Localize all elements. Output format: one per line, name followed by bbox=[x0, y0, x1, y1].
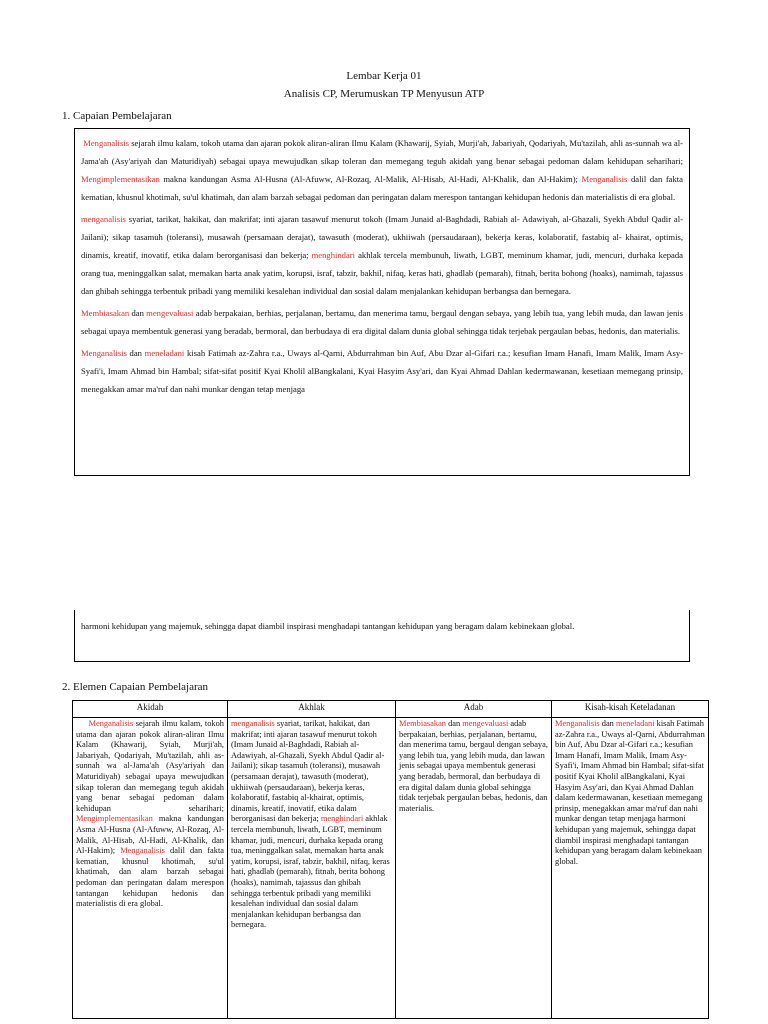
cp-text: sejarah ilmu kalam, tokoh utama dan ajaran pokok aliran-aliran Ilmu Kalam (Khawarij, Syiah, Murji'ah, Jabariyah, Qodariyah, Mu'tazilah, ahli as-sunnah wa al-Jama'ah (Asy'ariyah dan Maturidiyah) sebagai upaya mewujudkan sikap toleran dan memegang teguh akidah yang benar sebagai pedoman dalam kehidupan seharihari; bbox=[81, 138, 683, 166]
cell-adab bbox=[396, 718, 552, 1019]
cp-paragraph-kisah bbox=[81, 344, 683, 398]
column-header-kisah: Kisah-kisah Keteladanan bbox=[552, 701, 709, 718]
cell-text: dan bbox=[599, 719, 616, 728]
keyword: Menganalisis bbox=[555, 719, 600, 728]
cell-kisah bbox=[552, 718, 709, 1019]
cell-akhlak bbox=[228, 718, 396, 1019]
cell-text: kisah Fatimah az-Zahra r.a., Uways al-Qarni, Abdurrahman bin Auf, Abu Dzar al-Gifari r.a.; kesufian Imam Hanafi, Imam Malik, Imam Asy-Syafi'i, Imam Ahmad bin Hambal; sifat-sifat positif Kyai Kholil alBangkalani, Kyai Hasyim Asy'ari, dan Kyai Ahmad Dahlan dalam kedermawanan, kesetiaan memegang prinsip, menegakkan amar ma'ruf dan nahi munkar dengan tetap menjaga harmoni kehidupan yang majemuk, sehingga dapat diambil inspirasi menghadapi tantangan kehidupan yang beragam dalam kebinekaan global. bbox=[555, 719, 705, 866]
cp-text: kisah Fatimah az-Zahra r.a., Uways al-Qarni, Abdurrahman bin Auf, Abu Dzar al-Gifari r.a.; kesufian Imam Hanafi, Imam Malik, Imam Asy-Syafi'i, Imam Ahmad bin Hambal; sifat-sifat positif Kyai Kholil alBangkalani, Kyai Hasyim Asy'ari, dan Kyai Ahmad Dahlan kedermawanan, kesetiaan memegang prinsip, menegakkan amar ma'ruf dan nahi munkar dengan tetap menjaga bbox=[81, 348, 683, 394]
keyword: menghindari bbox=[320, 814, 364, 824]
cp-paragraph-adab bbox=[81, 304, 683, 340]
keyword: mengevaluasi bbox=[462, 719, 509, 728]
cell-text: adab berpakaian, berhias, perjalanan, bertamu, dan menerima tamu, bergaul dengan sebaya, yang lebih tua, yang lebih muda, dan lawan jenis sebagai upaya membentuk generasi yang beradab, bermoral, dan berbudaya di era digital dalam dunia global sehingga tidak terjebak pergaulan bebas, hedonis, dan materialis. bbox=[399, 719, 548, 813]
cp-text: adab berpakaian, berhias, perjalanan, bertamu, dan menerima tamu, bergaul dengan sebaya, yang lebih tua, yang lebih muda, dan lawan jenis sebagai upaya membentuk generasi yang beradab, bermoral, dan berbudaya di era digital dalam dunia global sehingga tidak terjebak pergaulan bebas, hedonis, dan materialis. bbox=[81, 308, 683, 336]
keyword: menghindari bbox=[311, 250, 356, 260]
cp-text: syariat, tarikat, hakikat, dan makrifat; inti ajaran tasawuf menurut tokoh (Imam Junaid al-Baghdadi, Rabiah al- Adawiyah, al-Ghazali, Syekh Abdul Qadir al-Jailani); sikap tasamuh (toleransi), musawah (persamaan derajat), tawasuth (moderat), ukhiiwah (persaudaraan), bekerja keras, kolaboratif, fastabiq al- khairat, optimis, dinamis, kreatif, inovatif, etika dalam berorganisasi dan bekerja; bbox=[81, 214, 683, 260]
keyword: meneladani bbox=[144, 348, 185, 358]
elemen-cp-table bbox=[72, 700, 709, 1019]
keyword: Mengimplementasikan bbox=[76, 814, 153, 824]
cell-text: makna kandungan Asma Al-Husna (Al-Afuww, Al-Rozaq, Al-Malik, Al-Hisab, Al-Hadi, Al-Khalik, dan Al-Hakim); bbox=[76, 814, 224, 856]
cell-text: akhlak tercela membunuh, liwath, LGBT, meminum khamar, judi, mencuri, durhaka kepada orang tua, meninggalkan salat, memakan harta anak yatim, korupsi, israf, tabzir, bakhil, nifaq, keras hati, ghadlab (pemarah), fitnah, berita bohong (hoaks), namimah, tajassus dan ghibah sehingga terbentuk pribadi yang memiliki kesalehan individual dan sosial dalam menjalankan kehidupan berbangsa dan bernegara. bbox=[231, 814, 390, 930]
keyword: Menganalisis bbox=[120, 846, 165, 856]
cell-akidah bbox=[73, 718, 228, 1019]
capaian-pembelajaran-box bbox=[74, 128, 690, 476]
cp-text: dan bbox=[126, 348, 145, 358]
document-title: Lembar Kerja 01 bbox=[346, 70, 422, 82]
capaian-pembelajaran-continuation bbox=[74, 610, 690, 662]
keyword: Menganalisis bbox=[581, 174, 628, 184]
cell-text: dalil dan fakta kematian, khusnul khotimah, su'ul khatimah, dan alam barzah sebagai pedoman dan peringatan dalam merespon tantangan kehidupan hedonis dan materialistis di era global. bbox=[76, 846, 225, 909]
column-header-akhlak: Akhlak bbox=[228, 701, 396, 718]
cell-text: dan bbox=[445, 719, 463, 728]
keyword: meneladani bbox=[615, 719, 655, 728]
cp-text: akhlak tercela membunuh, liwath, LGBT, meminum khamar, judi, mencuri, durhaka kepada orang tua, meninggalkan salat, memakan harta anak yatim, korupsi, israf, tabzir, bakhil, nifaq, keras hati, ghadlab (pemarah), fitnah, berita bohong (hoaks), namimah, tajassus dan ghibah sehingga terbentuk pribadi yang memiliki kesalehan individual dan sosial dalam menjalankan kehidupan berbangsa dan bernegara. bbox=[81, 250, 683, 296]
cp-text: makna kandungan Asma Al-Husna (Al-Afuww, Al-Rozaq, Al-Malik, Al-Hisab, Al-Hadi, Al-Khalik, dan Al-Hakim); bbox=[159, 174, 582, 184]
table-header-row bbox=[73, 701, 709, 718]
cp-paragraph-akhlak bbox=[81, 210, 683, 300]
keyword: Menganalisis bbox=[83, 138, 130, 148]
keyword: Menganalisis bbox=[88, 719, 134, 728]
keyword: Menganalisis bbox=[81, 348, 127, 358]
cell-text: sejarah ilmu kalam, tokoh utama dan ajaran pokok aliran-aliran Ilmu Kalam (Khawarij, Syiah, Murji'ah, Jabariyah, Qodariyah, Mu'tazilah, ahli as-sunnah wa al-Jama'ah (Asy'ariyah dan Maturidiyah) sebagai upaya mewujudkan sikap toleran dan memegang teguh akidah yang benar sebagai pedoman dalam kehidupan seharihari; bbox=[76, 719, 224, 813]
cell-text: syariat, tarikat, hakikat, dan makrifat; inti ajaran tasawuf menurut tokoh (Imam Junaid al-Baghdadi, Rabiah al- Adawiyah, al-Ghazali, Syekh Abdul Qadir al-Jailani); sikap tasamuh (toleransi), musawah (persamaan derajat), tawasuth (moderat), ukhiiwah (persaudaraan), bekerja keras, kolaboratif, fastabiq al-khairat, optimis, dinamis, kreatif, inovatif, etika dalam berorganisasi dan bekerja; bbox=[231, 719, 385, 824]
page-break-line bbox=[75, 475, 689, 476]
keyword: mengevaluasi bbox=[146, 308, 194, 318]
keyword: menganalisis bbox=[81, 214, 126, 224]
keyword: menganalisis bbox=[231, 719, 275, 728]
cp-continuation-text: harmoni kehidupan yang majemuk, sehingga dapat diambil inspirasi menghadapi tantangan kehidupan yang beragam dalam kebinekaan global. bbox=[81, 621, 575, 631]
document-subtitle: Analisis CP, Merumuskan TP Menyusun ATP bbox=[283, 88, 485, 100]
section-2-heading: 2. Elemen Capaian Pembelajaran bbox=[62, 681, 208, 693]
column-header-adab: Adab bbox=[396, 701, 552, 718]
cp-text: dalil dan fakta kematian, khusnul khotimah, su'ul khatimah, dan alam barzah sebagai pedoman dan peringatan dalam merespon tantangan kehidupan hedonis dan materialistis di era global. bbox=[81, 174, 683, 202]
keyword: Membiasakan bbox=[399, 719, 446, 728]
table-row bbox=[73, 718, 709, 1019]
column-header-akidah: Akidah bbox=[73, 701, 228, 718]
keyword: Mengimplementasikan bbox=[81, 174, 160, 184]
cp-paragraph-akidah bbox=[81, 134, 683, 206]
keyword: Membiasakan bbox=[81, 308, 130, 318]
section-1-heading: 1. Capaian Pembelajaran bbox=[62, 110, 172, 122]
cp-text: dan bbox=[129, 308, 147, 318]
